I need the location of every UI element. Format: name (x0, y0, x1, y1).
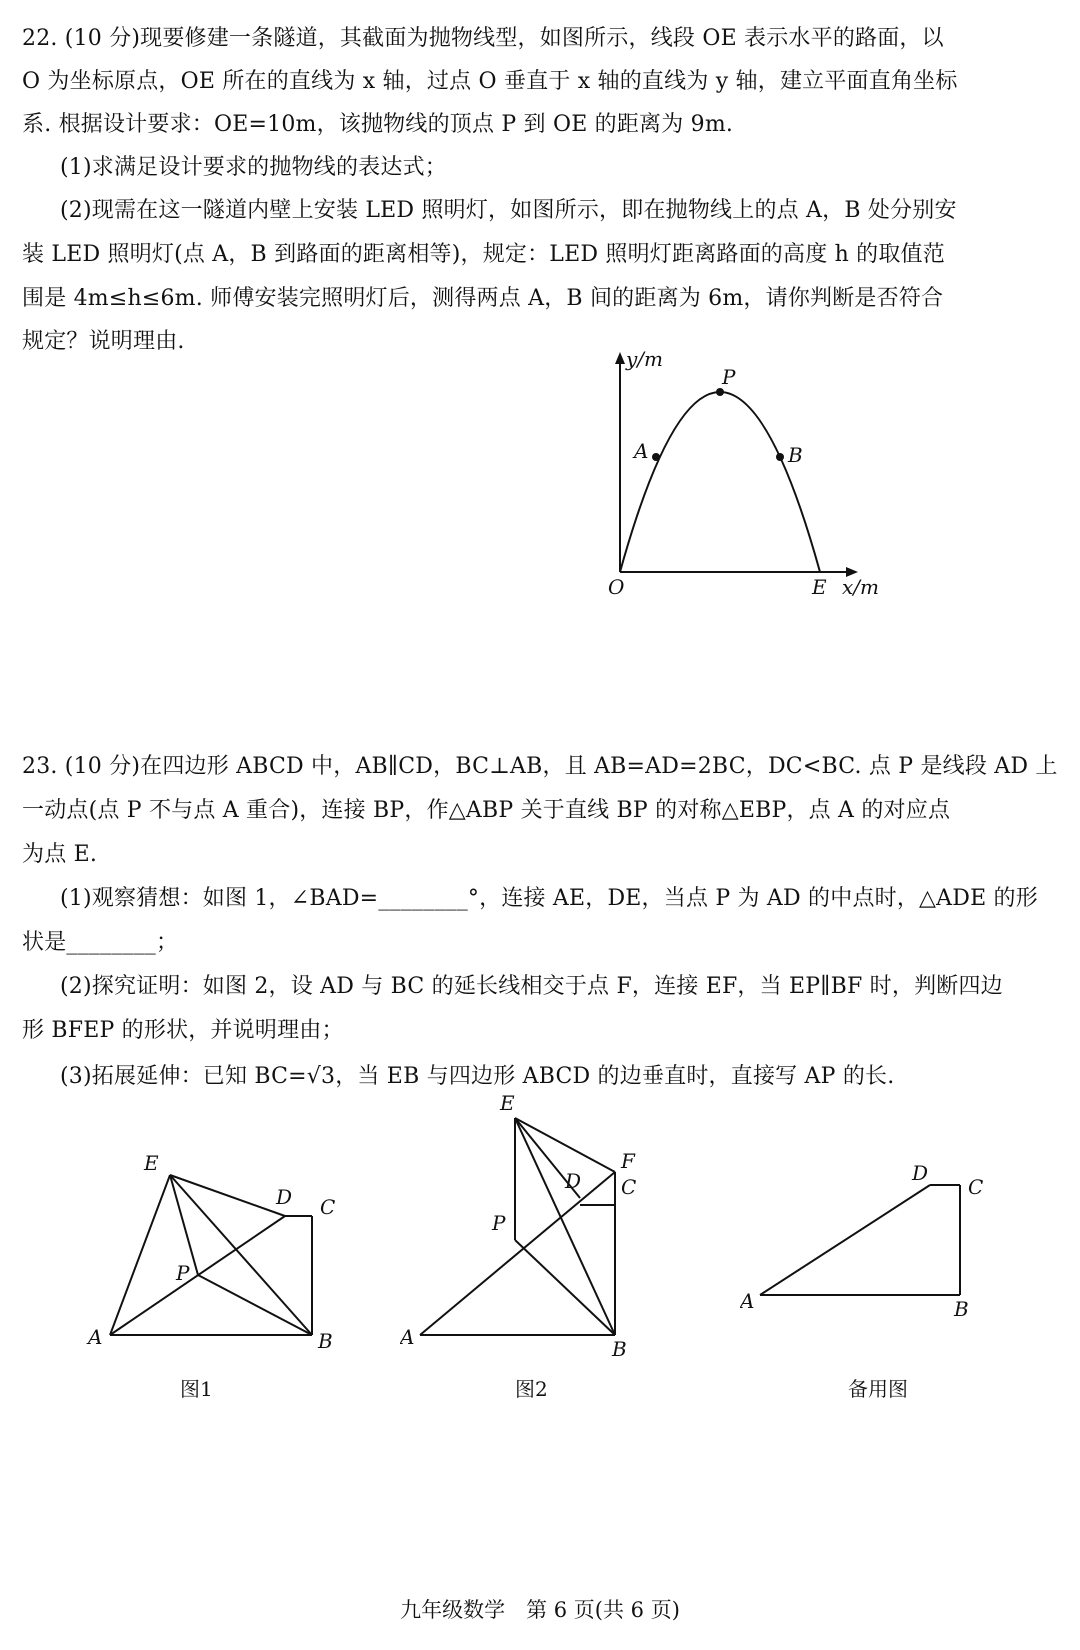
q22-part2-line-4: 规定？说明理由. (22, 329, 185, 354)
q23-figure-backup (740, 1160, 1000, 1334)
segment-PB (198, 1275, 312, 1335)
fig1-label-E: E (144, 1151, 159, 1175)
fig1-label-C: C (320, 1195, 336, 1219)
q23-part2-line-1: (2)探究证明：如图 2，设 AD 与 BC 的延长线相交于点 F，连接 EF，当 EP∥BF 时，判断四边 (60, 974, 1003, 999)
fig1-label-A: A (88, 1325, 103, 1349)
point-A-dot (652, 453, 660, 461)
fig2-label-D: D (565, 1169, 582, 1193)
fig3-label-C: C (968, 1175, 984, 1199)
q23-part3: (3)拓展延伸：已知 BC=√3，当 EB 与四边形 ABCD 的边垂直时，直接写 AP 的长. (60, 1064, 895, 1089)
fig3-label-D: D (912, 1161, 929, 1185)
q22-part2-line-1: (2)现需在这一隧道内壁上安装 LED 照明灯，如图所示，即在抛物线上的点 A，B 处分别安 (60, 198, 957, 223)
fig2-label-A: A (400, 1325, 415, 1349)
q22-line-1: 22. (10 分)现要修建一条隧道，其截面为抛物线型，如图所示，线段 OE 表示水平的路面，以 (22, 26, 944, 51)
fig3-label-A: A (740, 1289, 755, 1313)
y-axis-label: y/m (626, 347, 664, 371)
fig2-label-C: C (621, 1175, 637, 1199)
segment-AE (110, 1175, 170, 1335)
q22-part1: (1)求满足设计要求的抛物线的表达式； (60, 155, 447, 180)
q22-line-2: O 为坐标原点，OE 所在的直线为 x 轴，过点 O 垂直于 x 轴的直线为 y 轴，建立平面直角坐标 (22, 69, 958, 94)
q23-figure-2 (400, 1090, 670, 1364)
x-axis-label: x/m (842, 575, 879, 599)
fig2-label-P: P (492, 1211, 506, 1235)
fig1-caption: 图1 (180, 1377, 213, 1401)
segment-AD (760, 1185, 930, 1295)
q23-part1-line-1: (1)观察猜想：如图 1，∠BAD=________°，连接 AE，DE，当点 P 为 AD 的中点时，△ADE 的形 (60, 886, 1038, 911)
segment-EF (515, 1118, 615, 1172)
segment-EB (515, 1118, 615, 1335)
q22-parabola-figure (590, 340, 910, 614)
fig1-label-P: P (176, 1261, 190, 1285)
fig2-label-E: E (500, 1091, 515, 1115)
point-A-label: A (634, 439, 649, 463)
q23-line-1: 23. (10 分)在四边形 ABCD 中，AB∥CD，BC⊥AB，且 AB=AD=2BC，DC<BC. 点 P 是线段 AD 上 (22, 754, 1058, 779)
fig3-caption: 备用图 (848, 1377, 908, 1401)
q23-line-3: 为点 E. (22, 842, 98, 867)
q23-figure-1 (80, 1130, 340, 1364)
point-B-label: B (788, 443, 803, 467)
vertex-P-dot (716, 388, 724, 396)
q22-line-3: 系. 根据设计要求：OE=10m，该抛物线的顶点 P 到 OE 的距离为 9m. (22, 112, 734, 137)
fig3-label-B: B (954, 1297, 969, 1321)
q23-part1-line-2: 状是________； (22, 930, 179, 955)
segment-AF (420, 1172, 615, 1335)
point-P-label: P (722, 365, 736, 389)
q22-part2-line-2: 装 LED 照明灯(点 A，B 到路面的距离相等)，规定：LED 照明灯距离路面的高度 h 的取值范 (22, 242, 945, 267)
fig2-label-B: B (612, 1337, 627, 1360)
page-footer: 九年级数学 第 6 页(共 6 页) (400, 1598, 680, 1622)
q23-line-2: 一动点(点 P 不与点 A 重合)，连接 BP，作△ABP 关于直线 BP 的对称△EBP，点 A 的对应点 (22, 798, 951, 823)
point-B-dot (776, 453, 784, 461)
point-E-label: E (812, 575, 827, 599)
q23-part2-line-2: 形 BFEP 的形状，并说明理由； (22, 1018, 344, 1043)
parabola-curve (620, 392, 820, 572)
fig2-caption: 图2 (515, 1377, 548, 1401)
segment-PB (515, 1240, 615, 1335)
fig1-label-B: B (318, 1329, 333, 1353)
fig2-label-F: F (621, 1149, 635, 1173)
y-axis-arrow-icon (615, 352, 625, 364)
q22-part2-line-3: 围是 4m≤h≤6m. 师傅安装完照明灯后，测得两点 A，B 间的距离为 6m，请你判断是否符合 (22, 286, 944, 311)
origin-label: O (608, 575, 625, 599)
fig1-label-D: D (276, 1185, 293, 1209)
